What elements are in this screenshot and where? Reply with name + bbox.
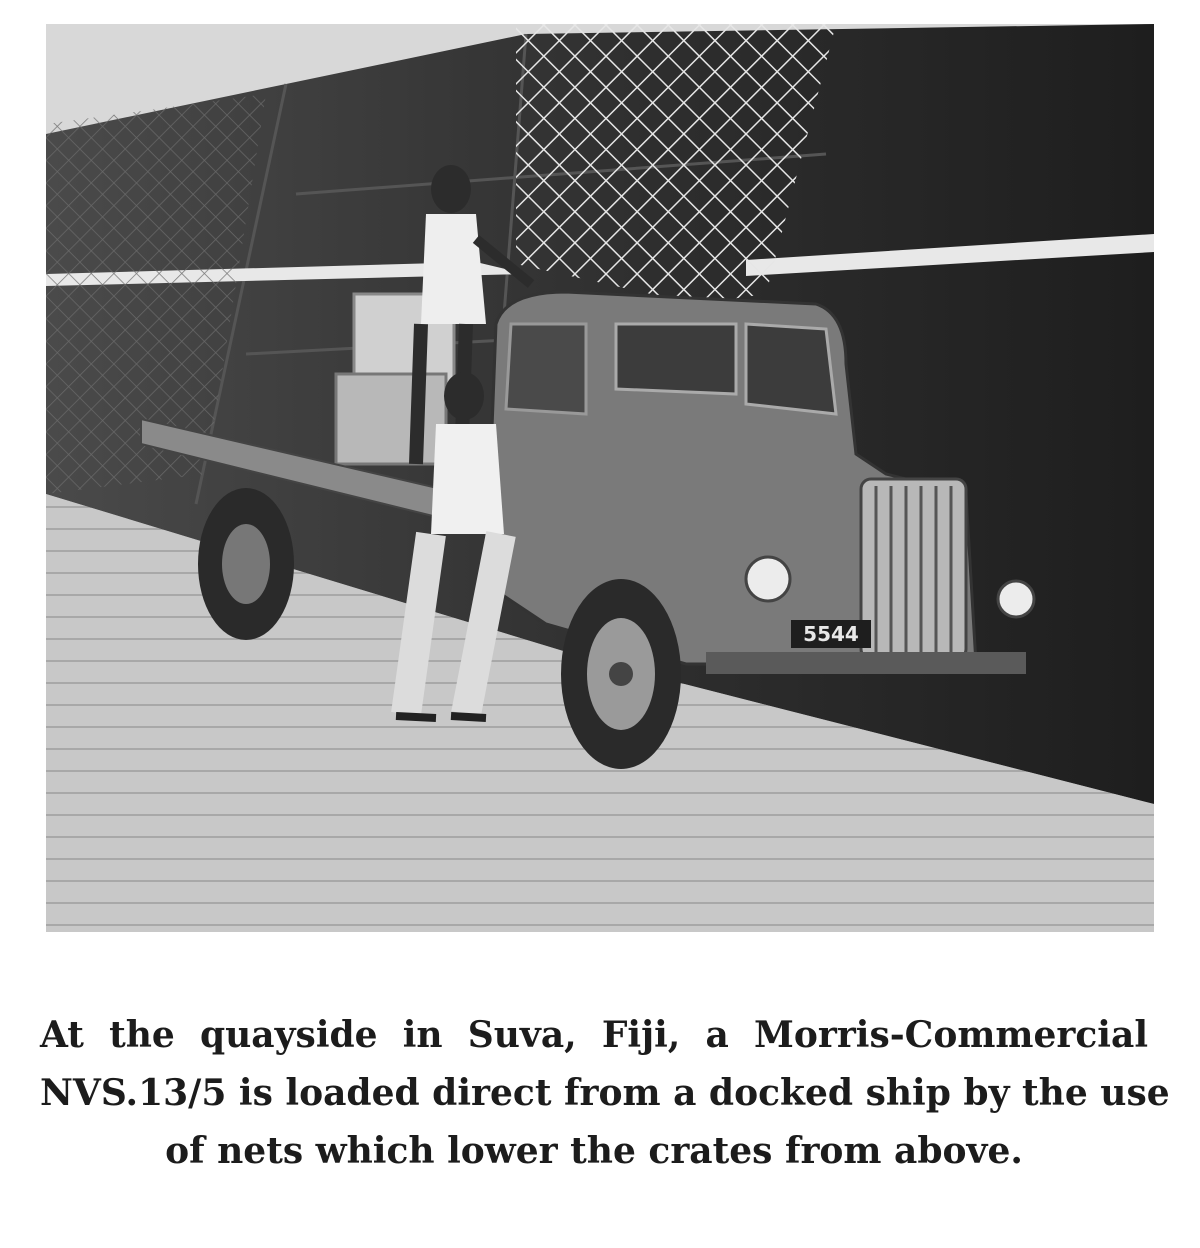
caption-line-1: At the quayside in Suva, Fiji, a Morris-Commercial [40, 1014, 1148, 1056]
truck-bumper [706, 652, 1026, 674]
quayside-photo-illustration [46, 24, 1154, 932]
plate-number: 5544 [803, 622, 859, 646]
figure-caption [40, 1006, 1170, 1180]
number-plate [791, 620, 871, 648]
front-wheel [561, 579, 681, 769]
rear-wheel [198, 488, 294, 640]
headlight [998, 581, 1034, 617]
crate [336, 374, 446, 464]
truck-side-window [506, 324, 586, 414]
caption-line-2: NVS.13/5 is loaded direct from a docked ship by the use [40, 1072, 1170, 1114]
truck-grille [861, 479, 966, 659]
headlight [746, 557, 790, 601]
photograph [46, 24, 1154, 932]
caption-line-3: of nets which lower the crates from above. [165, 1130, 1023, 1172]
